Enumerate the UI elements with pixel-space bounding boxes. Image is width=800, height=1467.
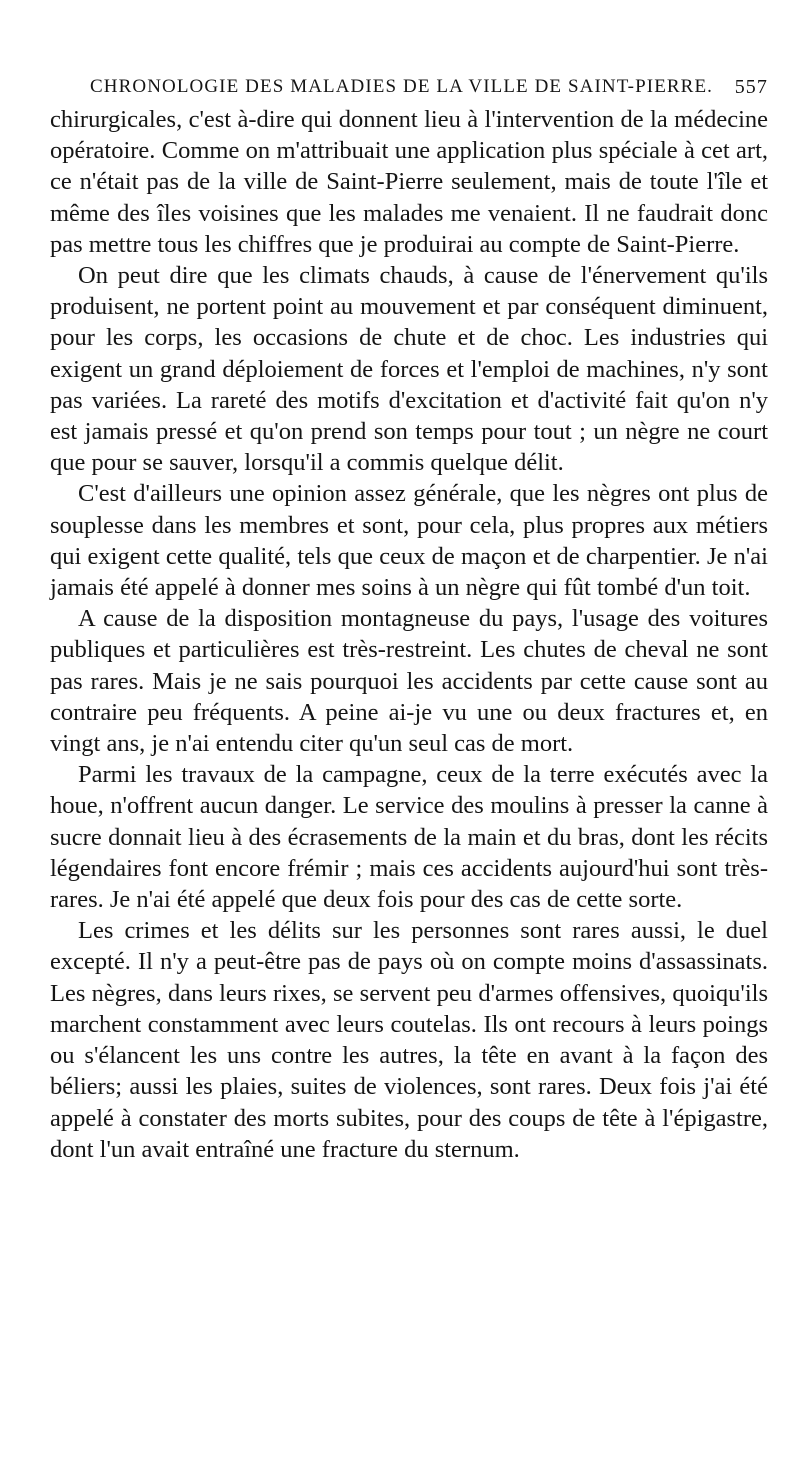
paragraph-suppleness: C'est d'ailleurs une opinion assez générale, que les nègres ont plus de souplesse dans les membres et sont, pour cela, plus propres aux métiers qui exigent cette qualité, tels que ceux de maçon et de charpentier. Je n'ai jamais été appelé à donner mes soins à un nègre qui fût tombé d'un toit. [50, 480, 768, 602]
body-text [50, 104, 768, 1165]
paragraph-continuation: chirurgicales, c'est à-dire qui donnent lieu à l'intervention de la médecine opératoire. Comme on m'attribuait une application plus spéciale à cet art, ce n'était pas de la ville de Saint-Pierre seulement, mais de toute l'île et même des îles voisines que les malades me venaient. Il ne faudrait donc pas mettre tous les chiffres que je produirai au compte de Saint-Pierre. [50, 106, 768, 258]
page-number: 557 [734, 76, 768, 98]
paragraph-terrain: A cause de la disposition montagneuse du pays, l'usage des voitures publiques et particulières est très-restreint. Les chutes de cheval ne sont pas rares. Mais je ne sais pourquoi les accidents par cette cause sont au contraire peu fréquents. A peine ai-je vu une ou deux fractures et, en vingt ans, je n'ai entendu citer qu'un seul cas de mort. [50, 605, 768, 758]
paragraph-crimes: Les crimes et les délits sur les personnes sont rares aussi, le duel excepté. Il n'y a peut-être pas de pays où on compte moins d'assassinats. Les nègres, dans leurs rixes, se servent peu d'armes offensives, quoiqu'ils marchent constamment avec leurs coutelas. Ils ont recours à leurs poings ou s'élancent les uns contre les autres, la tête en avant à la façon des béliers; aussi les plaies, suites de violences, sont rares. Deux fois j'ai été appelé à constater des morts subites, pour des coups de tête à l'épigastre, dont l'un avait entraîné une fracture du sternum. [50, 917, 768, 1163]
paragraph-climate: On peut dire que les climats chauds, à cause de l'énervement qu'ils produisent, ne portent point au mouvement et par conséquent diminuent, pour les corps, les occasions de chute et de choc. Les industries qui exigent un grand déploiement de forces et l'emploi de machines, n'y sont pas variées. La rareté des motifs d'excitation et d'activité fait qu'on n'y est jamais pressé et qu'on prend son temps pour tout ; un nègre ne court que pour se sauver, lorsqu'il a commis quelque délit. [50, 262, 768, 477]
book-page [50, 70, 768, 1165]
running-head-title: CHRONOLOGIE DES MALADIES DE LA VILLE DE SAINT-PIERRE. [90, 76, 714, 97]
paragraph-field-work: Parmi les travaux de la campagne, ceux de la terre exécutés avec la houe, n'offrent aucun danger. Le service des moulins à presser la canne à sucre donnait lieu à des écrasements de la main et du bras, dont les récits légendaires font encore frémir ; mais ces accidents aujourd'hui sont très-rares. Je n'ai été appelé que deux fois pour des cas de cette sorte. [50, 761, 768, 914]
running-head [50, 70, 768, 104]
